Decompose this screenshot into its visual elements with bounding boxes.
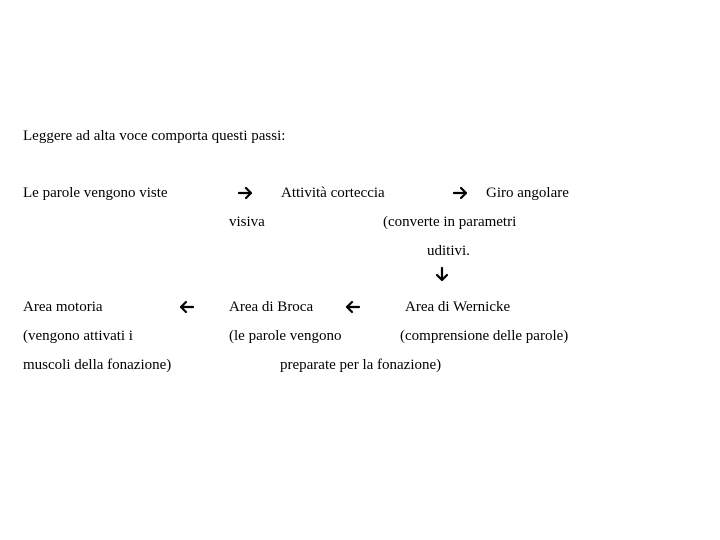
step-angular-gyrus-line3: uditivi. xyxy=(427,243,470,259)
arrow-right-icon xyxy=(452,184,470,202)
step-angular-gyrus-line1: Giro angolare xyxy=(486,185,569,201)
arrow-left-icon xyxy=(177,298,195,316)
arrow-down-icon xyxy=(433,266,451,284)
step-wernicke-line1: Area di Wernicke xyxy=(405,299,511,315)
step-visual-cortex-line2: visiva xyxy=(229,214,265,230)
intro-text: Leggere ad alta voce comporta questi passi: xyxy=(23,128,286,144)
arrow-right-icon xyxy=(237,184,255,202)
step-motor-line3: muscoli della fonazione) xyxy=(23,357,172,373)
arrow-left-icon xyxy=(343,298,361,316)
step-words-seen: Le parole vengono viste xyxy=(23,185,168,201)
step-motor-line1: Area motoria xyxy=(23,299,103,315)
step-visual-cortex-line1: Attività corteccia xyxy=(281,185,385,201)
step-broca-line3: preparate per la fonazione) xyxy=(280,357,442,373)
step-broca-line2: (le parole vengono xyxy=(229,328,342,344)
step-angular-gyrus-line2: (converte in parametri xyxy=(383,214,517,230)
step-wernicke-line2: (comprensione delle parole) xyxy=(400,328,569,344)
step-broca-line1: Area di Broca xyxy=(229,299,314,315)
step-motor-line2: (vengono attivati i xyxy=(23,328,133,344)
